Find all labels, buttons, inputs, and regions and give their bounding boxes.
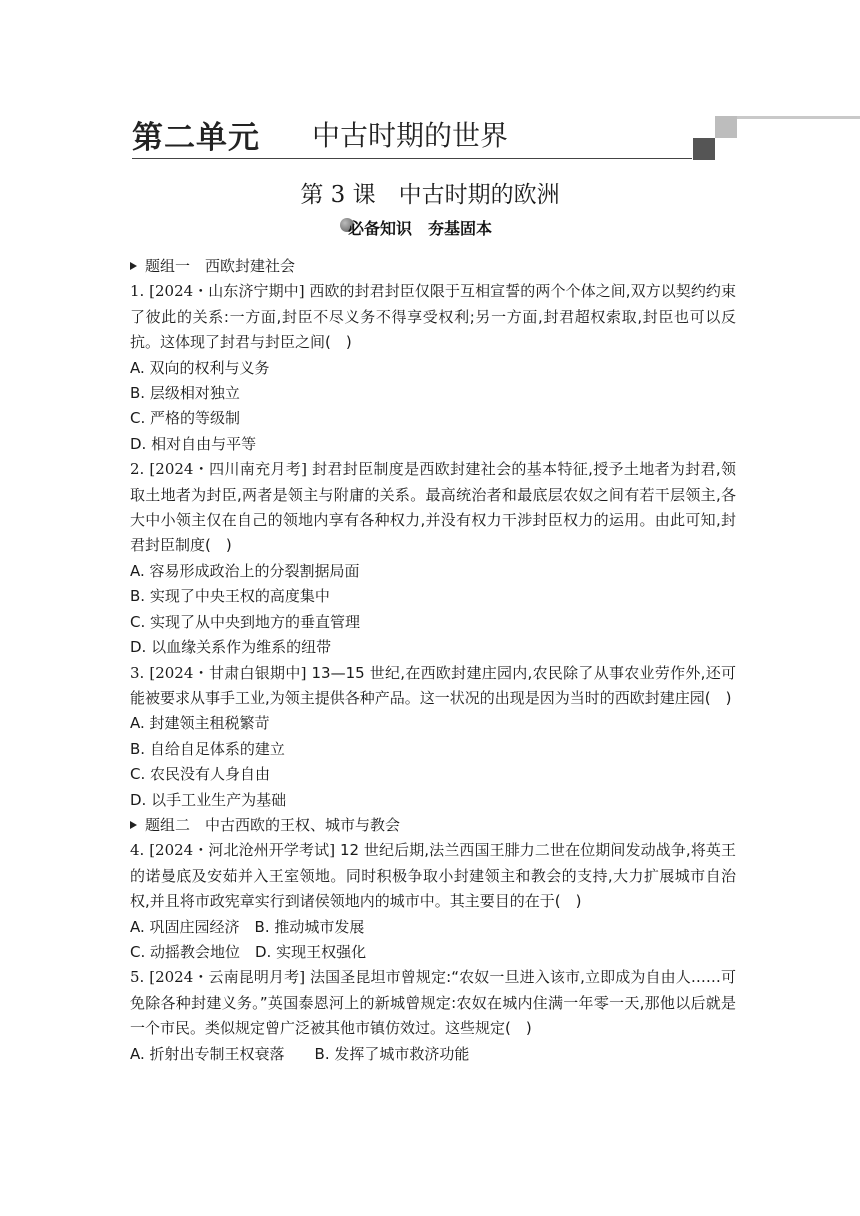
option-row: A. 折射出专制王权衰落 B. 发挥了城市救济功能 — [130, 1044, 470, 1063]
option-d: D. 以手工业生产为基础 — [130, 790, 287, 809]
question-5: 5. [2024・云南昆明月考] 法国圣昆坦市曾规定:“农奴一旦进入该市,立即成为自由人……可免除各种封建义务。”英国泰恩河上的新城曾规定:农奴在城内住满一年零一天,那他以后就是一个市民。类似规定曾广泛被其他市镇仿效过。这些规定( ) — [130, 968, 736, 1038]
option-b: B. 实现了中央王权的高度集中 — [130, 587, 330, 606]
option-a: A. 双向的权利与义务 — [130, 358, 270, 377]
group-heading: 题组二 中古西欧的王权、城市与教会 — [130, 813, 736, 838]
question-source: [2024・河北沧州开学考试] — [149, 841, 336, 860]
question-stem: 12 世纪后期,法兰西国王腓力二世在位期间发动战争,将英王的诺曼底及安茹并入王室领地。同时积极争取小封建领主和教会的支持,大力扩展城市自治权,并且将市政宪章实行到诸侯领地内的城市中。其主要目的在于( ) — [130, 841, 736, 911]
question-stem: 封君封臣制度是西欧封建社会的基本特征,授予土地者为封君,领取土地者为封臣,两者是领主与附庸的关系。最高统治者和最底层农奴之间有若干层领主,各大中小领主仅在自己的领地内享有各种权力,并没有权力干涉封臣权力的运用。由此可知,封君封臣制度( ) — [130, 460, 736, 555]
question-stem: 西欧的封君封臣仅限于互相宣誓的两个个体之间,双方以契约约束了彼此的关系:一方面,封臣不尽义务不得享受权利;另一方面,封君超权索取,封臣也可以反抗。这体现了封君与封臣之间( ) — [130, 282, 736, 352]
group-heading: 题组一 西欧封建社会 — [130, 254, 736, 279]
option-d: D. 相对自由与平等 — [130, 434, 257, 453]
question-stem: 13—15 世纪,在西欧封建庄园内,农民除了从事农业劳作外,还可能被要求从事手工业,为领主提供各种产品。这一状况的出现是因为当时的西欧封建庄园( ) — [130, 663, 736, 707]
option-a: A. 容易形成政治上的分裂割据局面 — [130, 561, 360, 580]
unit-label: 第二单元 — [132, 120, 260, 156]
triangle-bullet-icon — [130, 262, 137, 270]
question-3: 3. [2024・甘肃白银期中] 13—15 世纪,在西欧封建庄园内,农民除了从事农业劳作外,还可能被要求从事手工业,为领主提供各种产品。这一状况的出现是因为当时的西欧封建庄园( ) — [130, 663, 736, 707]
question-stem: 法国圣昆坦市曾规定:“农奴一旦进入该市,立即成为自由人……可免除各种封建义务。”英国泰恩河上的新城曾规定:农奴在城内住满一年零一天,那他以后就是一个市民。类似规定曾广泛被其他市镇仿效过。这些规定( ) — [130, 968, 736, 1038]
triangle-bullet-icon — [130, 821, 137, 829]
option-a: A. 封建领主租税繁苛 — [130, 714, 270, 733]
question-content — [130, 254, 736, 1067]
question-source: [2024・甘肃白银期中] — [149, 663, 307, 682]
option-b: B. 层级相对独立 — [130, 384, 240, 403]
question-2: 2. [2024・四川南充月考] 封君封臣制度是西欧封建社会的基本特征,授予土地者为封君,领取土地者为封臣,两者是领主与附庸的关系。最高统治者和最底层农奴之间有若干层领主,各大中小领主仅在自己的领地内享有各种权力,并没有权力干涉封臣权力的运用。由此可知,封君封臣制度( ) — [130, 460, 736, 555]
option-c: C. 农民没有人身自由 — [130, 765, 271, 784]
decorative-square-dark — [693, 138, 715, 160]
question-source: [2024・四川南充月考] — [149, 460, 307, 479]
question-source: [2024・云南昆明月考] — [149, 968, 306, 987]
decorative-line — [737, 116, 860, 119]
question-4: 4. [2024・河北沧州开学考试] 12 世纪后期,法兰西国王腓力二世在位期间发动战争,将英王的诺曼底及安茹并入王室领地。同时积极争取小封建领主和教会的支持,大力扩展城市自治权,并且将市政宪章实行到诸侯领地内的城市中。其主要目的在于( ) — [130, 841, 736, 911]
question-source: [2024・山东济宁期中] — [149, 282, 305, 301]
option-c: C. 实现了从中央到地方的垂直管理 — [130, 612, 361, 631]
option-row: C. 动摇教会地位 D. 实现王权强化 — [130, 942, 367, 961]
header-divider — [132, 158, 692, 159]
option-b: B. 自给自足体系的建立 — [130, 739, 285, 758]
option-row: A. 巩固庄园经济 B. 推动城市发展 — [130, 917, 365, 936]
section-badge-text: 必备知识 夯基固本 — [348, 219, 493, 238]
option-c: C. 严格的等级制 — [130, 409, 241, 428]
question-1: 1. [2024・山东济宁期中] 西欧的封君封臣仅限于互相宣誓的两个个体之间,双方以契约约束了彼此的关系:一方面,封臣不尽义务不得享受权利;另一方面,封君超权索取,封臣也可以反抗。这体现了封君与封臣之间( ) — [130, 282, 736, 352]
lesson-title: 第 3 课 中古时期的欧洲 — [300, 182, 560, 208]
decorative-square-light — [715, 116, 737, 138]
option-d: D. 以血缘关系作为维系的纽带 — [130, 638, 332, 657]
unit-title: 中古时期的世界 — [312, 119, 509, 152]
unit-header — [132, 110, 860, 162]
